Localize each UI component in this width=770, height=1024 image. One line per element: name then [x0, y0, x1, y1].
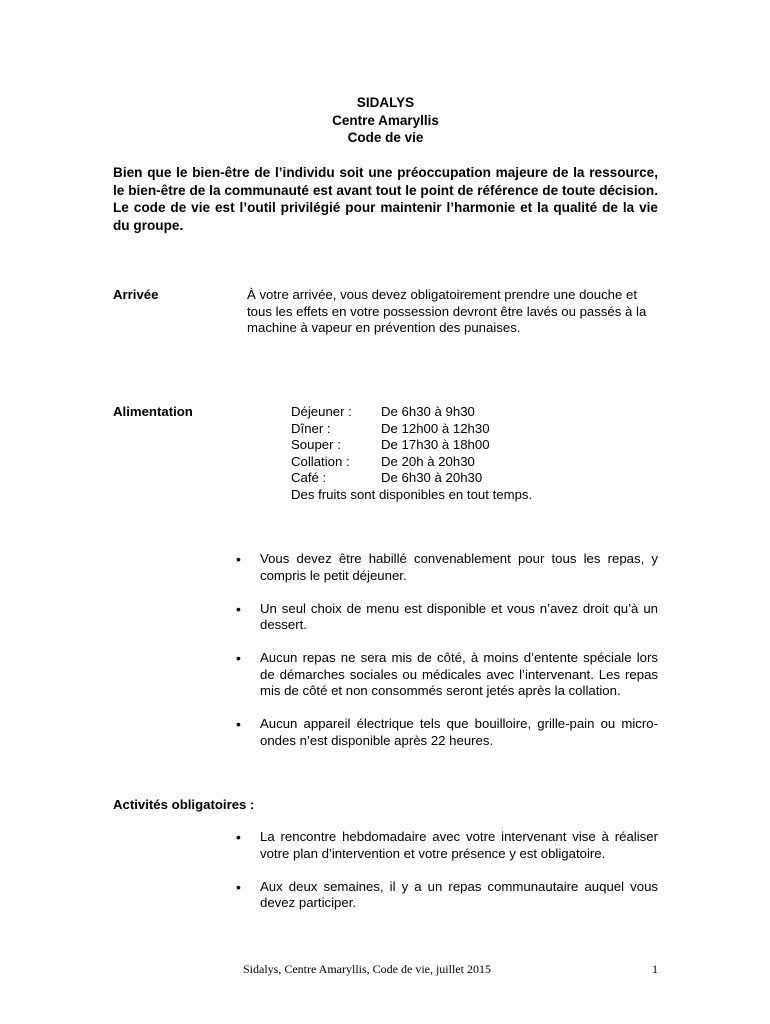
bullet-icon: • [236, 650, 241, 666]
meal-time: De 17h30 à 18h00 [381, 437, 490, 452]
list-item [236, 716, 658, 749]
meal-row [291, 470, 532, 487]
bullet-icon: • [236, 878, 241, 895]
bullet-icon: • [236, 600, 241, 617]
list-item-text: La rencontre hebdomadaire avec votre intervenant vise à réaliser votre plan d’intervention et votre présence y est obligatoire. [260, 829, 658, 861]
meal-row [291, 421, 532, 438]
alimentation-rules-list [236, 551, 658, 766]
meal-name: Café : [291, 470, 327, 485]
meal-note: Des fruits sont disponibles en tout temps. [291, 486, 533, 502]
list-item [236, 879, 658, 912]
document-title [113, 94, 658, 147]
page-number: 1 [652, 962, 658, 976]
list-item [236, 551, 658, 584]
title-line-document: Code de vie [347, 130, 424, 145]
section-label-arrivee: Arrivée [113, 287, 159, 302]
bullet-icon: • [236, 716, 241, 732]
meal-row [291, 454, 532, 471]
list-item-text: Aucun repas ne sera mis de côté, à moins d’entente spéciale lors de démarches sociales ou médicales avec l’intervenant. Les repas mis de côté et non consommés seront jetés après la collation. [260, 650, 658, 698]
meal-time: De 6h30 à 20h30 [381, 470, 483, 485]
list-item-text: Aucun appareil électrique tels que bouilloire, grille-pain ou micro-ondes n’est disponible après 22 heures. [260, 716, 658, 748]
arrivee-text: À votre arrivée, vous devez obligatoirement prendre une douche et tous les effets en votre possession devront être lavés ou passés à la machine à vapeur en prévention des punaises. [247, 287, 647, 335]
section-label-alimentation: Alimentation [113, 404, 193, 419]
activites-list [236, 829, 658, 928]
list-item [236, 601, 658, 634]
title-line-center: Centre Amaryllis [332, 112, 439, 128]
meal-name: Collation : [291, 453, 350, 469]
list-item [236, 829, 658, 862]
list-item-text: Aux deux semaines, il y a un repas communautaire auquel vous devez participer. [260, 878, 658, 910]
meal-time: De 6h30 à 9h30 [381, 404, 475, 419]
intro-paragraph: Bien que le bien-être de l’individu soit une préoccupation majeure de la ressource, le bien-être de la communauté est avant tout le point de référence de toute décision. Le code de vie est l’outil privilégié pour maintenir l’harmonie et la qualité de la vie du groupe. [113, 165, 658, 233]
list-item-text: Un seul choix de menu est disponible et vous n’avez droit qu’à un dessert. [260, 600, 658, 632]
meal-row [291, 437, 532, 454]
bullet-icon: • [236, 829, 241, 845]
list-item-text: Vous devez être habillé convenablement pour tous les repas, y compris le petit déjeuner. [260, 551, 658, 583]
meal-time: De 20h à 20h30 [381, 453, 475, 469]
meal-schedule [291, 404, 532, 503]
meal-row [291, 404, 532, 421]
section-label-activites: Activités obligatoires : [113, 797, 255, 812]
meal-name: Déjeuner : [291, 404, 352, 419]
title-line-organization: SIDALYS [356, 95, 415, 110]
meal-name: Dîner : [291, 420, 331, 436]
meal-name: Souper : [291, 437, 341, 452]
footer-text: Sidalys, Centre Amaryllis, Code de vie, juillet 2015 [243, 962, 491, 976]
bullet-icon: • [236, 551, 241, 567]
list-item [236, 650, 658, 700]
meal-time: De 12h00 à 12h30 [381, 420, 490, 436]
